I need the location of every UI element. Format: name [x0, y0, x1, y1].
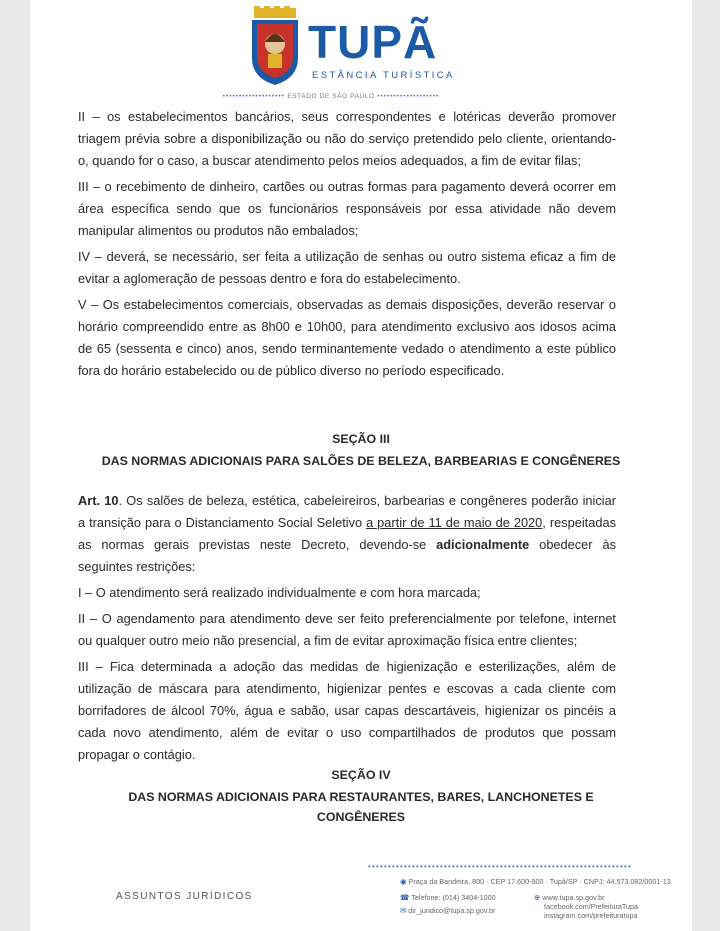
article-10-label: Art. 10: [78, 493, 119, 508]
footer-email: dir_juridico@tupa.sp.gov.br: [408, 906, 496, 915]
section-iv-title: SEÇÃO IV: [331, 768, 391, 782]
article-10-item-ii: II – O agendamento para atendimento deve ser feito preferencialmente por telefone, internet ou qualquer outro meio não presencial, a fim de evitar aproximação física entre clientes;: [78, 611, 616, 648]
footer-email-line: [400, 906, 495, 915]
section-iii-subtitle: DAS NORMAS ADICIONAIS PARA SALÕES DE BELEZA, BARBEARIAS E CONGÊNERES: [101, 454, 621, 468]
location-icon: ◉: [400, 877, 407, 886]
phone-icon: ☎: [400, 893, 410, 902]
paragraph-ii: II – os estabelecimentos bancários, seus correspondentes e lotéricas deverão promover triagem prévia sobre a disponibilização ou não do serviço pretendido pelo cliente, orientando-o, quando for o caso, a buscar atendimento pelos meios adequados, a fim de evitar filas;: [78, 109, 616, 168]
state-name: ESTADO DE SÃO PAULO: [287, 93, 375, 100]
article-10-item-i: I – O atendimento será realizado individualmente e com hora marcada;: [78, 585, 481, 600]
article-10-text-1: Os salões de beleza, estética, cabeleireiros, barbearias e congêneres poderão iniciar a transição para o Distanciamento Social Seletivo: [78, 493, 616, 530]
footer-dots: ••••••••••••••••••••••••••••••••••••••••••••••••••••••••••••••••••: [368, 862, 633, 871]
article-10-bold: adicionalmente: [436, 537, 530, 552]
article-10-dot: .: [118, 493, 123, 508]
section-iv-subtitle-line-2: CONGÊNERES: [316, 810, 406, 824]
article-10-date: a partir de 11 de maio de 2020: [366, 515, 543, 530]
article-10-text-2: , respeitadas as normas gerais previstas neste Decreto, devendo-se: [78, 515, 616, 552]
article-10: [78, 490, 616, 578]
paragraph-iii: III – o recebimento de dinheiro, cartões ou outras formas para pagamento deverá ocorrer em área específica sendo que os funcionários responsáveis por essa atividade não devem manipular alimentos ou produtos não embalados;: [78, 179, 616, 238]
dots-left: •••••••••••••••••••: [222, 93, 285, 100]
header-logo: [248, 6, 478, 90]
footer-phone-line: [400, 893, 496, 902]
mail-icon: ✉: [400, 906, 407, 915]
paragraph-v: V – Os estabelecimentos comerciais, observadas as demais disposições, deverão reservar o horário compreendido entre as 8h00 e 10h00, para atendimento exclusivo aos idosos acima de 65 (sessenta e cinco) anos, sendo terminantemente vedado o atendimento a este público fora do horário estabelecido ou de público diverso no período especificado.: [78, 297, 616, 378]
article-10-item-iii: III – Fica determinada a adoção das medidas de higienização e esterilizações, além de utilização de máscara para atendimento, higienizar pentes e escovas a cada cliente com borrifadores de álcool 70%, água e sabão, usar capas descartáveis, higienizar os pincéis a cada novo atendimento, além de evitar o uso compartilhados de produtos que possam propagar o contágio.: [78, 659, 616, 762]
footer-phone: Telefone: (014) 3404-1000: [411, 893, 496, 902]
paragraph-iv: IV – deverá, se necessário, ser feita a utilização de senhas ou outro sistema eficaz a fim de evitar a aglomeração de pessoas dentro e fora do estabelecimento.: [78, 249, 616, 286]
footer-website-line: [534, 893, 604, 902]
footer-address: Praça da Bandeira, 800 · CEP 17.600-900 · Tupã/SP · CNPJ: 44.573.082/0001-13: [408, 877, 671, 886]
city-crest-icon: [248, 6, 302, 86]
brand-name: TUPÃ: [308, 16, 438, 68]
footer-instagram: instagram.com/prefeituratupa: [544, 911, 638, 920]
state-line: [0, 93, 662, 100]
brand-subtitle: ESTÂNCIA TURÍSTICA: [312, 70, 455, 81]
footer-address-line: [400, 877, 671, 886]
article-10-text-3: obedecer às seguintes restrições:: [78, 537, 616, 574]
dots-right: •••••••••••••••••••: [377, 93, 440, 100]
footer-department: ASSUNTOS JURÍDICOS: [116, 891, 253, 902]
section-iv-subtitle-line-1: DAS NORMAS ADICIONAIS PARA RESTAURANTES, BARES, LANCHONETES E: [128, 790, 594, 804]
globe-icon: ⊕: [534, 893, 541, 902]
footer-facebook: facebook.com/PrefeituraTupa: [544, 902, 639, 911]
section-iii-title: SEÇÃO III: [332, 432, 390, 446]
footer-website: www.tupa.sp.gov.br: [542, 893, 605, 902]
